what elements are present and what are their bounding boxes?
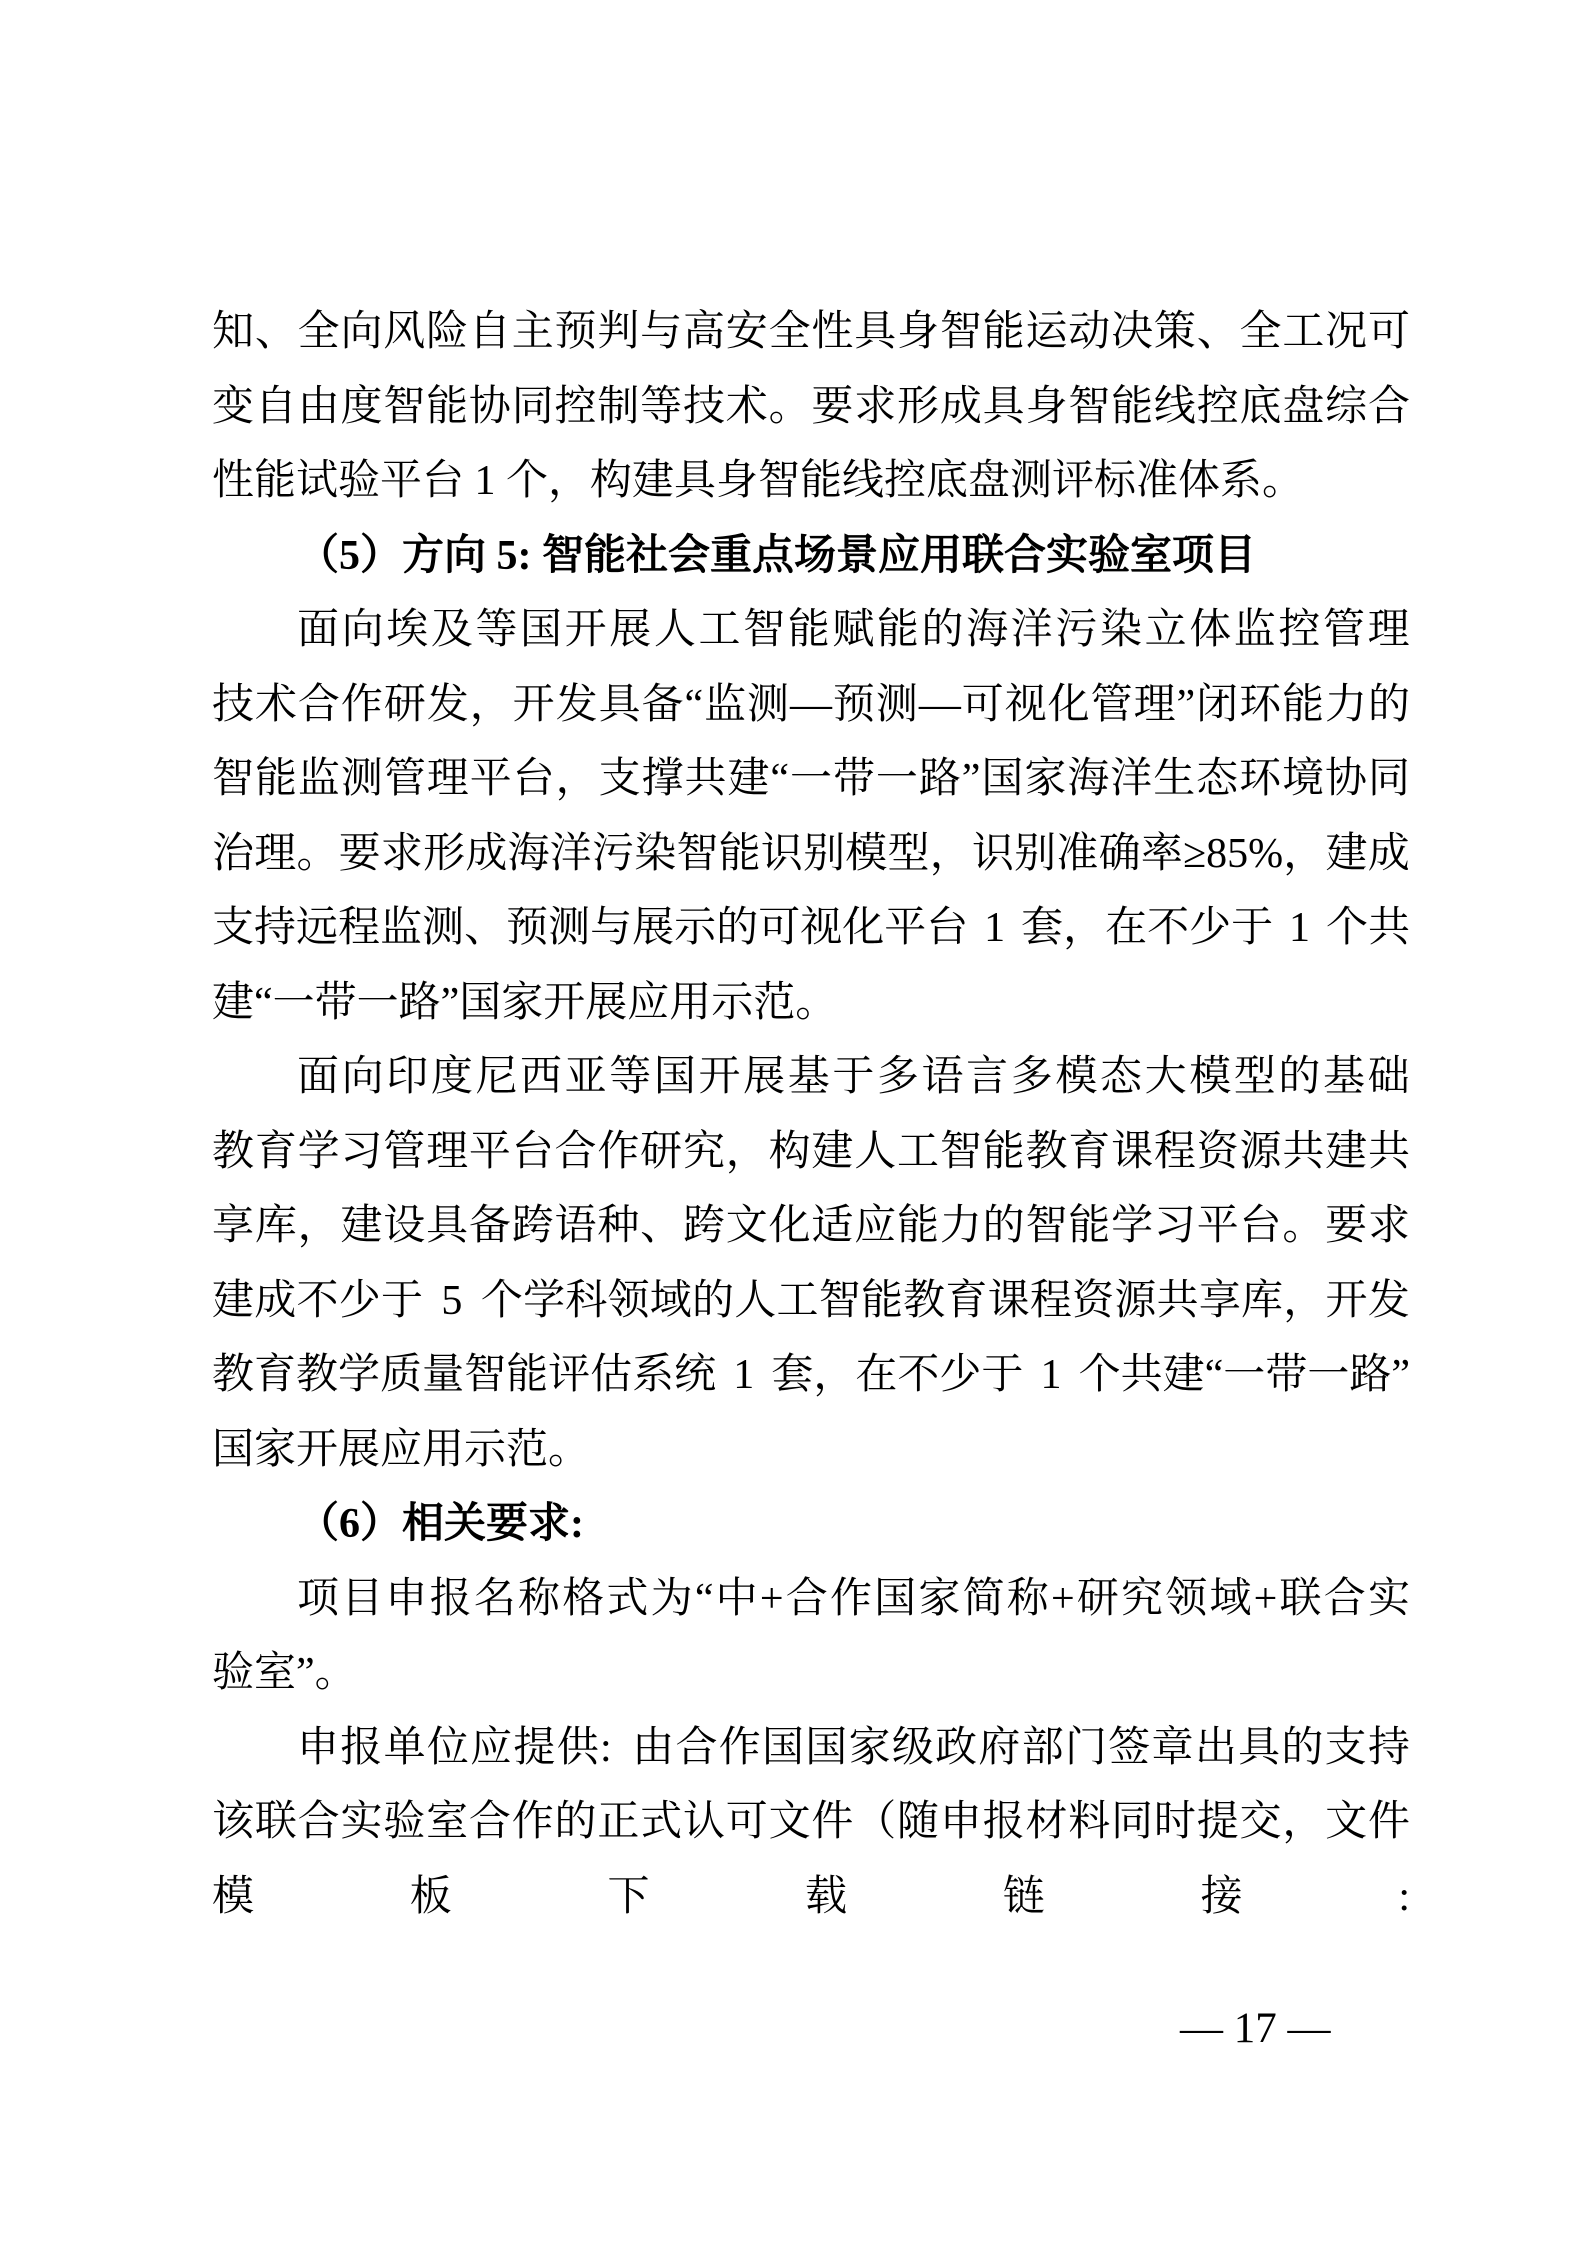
paragraph-line: 验室”。: [212, 1650, 357, 1696]
paragraph-line: 享 库 ， 建 设 具 备 跨 语 种 、 跨 文 化 适 应 能 力 的 智 能 学 习 平 台 。 要 求: [212, 1203, 1410, 1249]
paragraph-line: 知 、 全 向 风 险 自 主 预 判 与 高 安 全 性 具 身 智 能 运 动 决 策 、 全 工 况 可: [212, 309, 1410, 355]
page-number: — 17 —: [1180, 2005, 1331, 2052]
paragraph-line: 教 育 教 学 质 量 智 能 评 估 系 统 1 套 ， 在 不 少 于 1 个 共 建 “ 一 带 一 路 ”: [212, 1352, 1411, 1398]
paragraph-line: 面 向 埃 及 等 国 开 展 人 工 智 能 赋 能 的 海 洋 污 染 立 体 监 控 管 理: [297, 607, 1410, 653]
paragraph-line: 支 持 远 程 监 测 、 预 测 与 展 示 的 可 视 化 平 台 1 套 ， 在 不 少 于 1 个 共: [212, 905, 1410, 951]
paragraph-line: 治 理 。 要 求 形 成 海 洋 污 染 智 能 识 别 模 型 ， 识 别 准 确 率 ≥85% ， 建 成: [212, 830, 1410, 877]
paragraph-line: 智 能 监 测 管 理 平 台 ， 支 撑 共 建 “ 一 带 一 路 ” 国 家 海 洋 生 态 环 境 协 同: [212, 756, 1410, 802]
paragraph-line: 建“一带一路”国家开展应用示范。: [212, 979, 838, 1026]
paragraph-line: 该 联 合 实 验 室 合 作 的 正 式 认 可 文 件 （ 随 申 报 材 料 同 时 提 交 ， 文 件: [212, 1799, 1410, 1845]
section-heading-line: （6）相关要求:: [297, 1501, 584, 1547]
document-text-block: [212, 295, 1410, 1934]
paragraph-line: 技 术 合 作 研 发 ， 开 发 具 备 “ 监 测 — 预 测 — 可 视 化 管 理 ” 闭 环 能 力 的: [212, 681, 1410, 728]
paragraph-line: 项 目 申 报 名 称 格 式 为 “ 中 + 合 作 国 家 简 称 + 研 究 领 域 + 联 合 实: [297, 1575, 1410, 1622]
paragraph-line: 申 报 单 位 应 提 供 : 由 合 作 国 国 家 级 政 府 部 门 签 章 出 具 的 支 持: [297, 1724, 1410, 1771]
paragraph-line: 变 自 由 度 智 能 协 同 控 制 等 技 术 。 要 求 形 成 具 身 智 能 线 控 底 盘 综 合: [212, 383, 1410, 430]
paragraph-line: 教 育 学 习 管 理 平 台 合 作 研 究 ， 构 建 人 工 智 能 教 育 课 程 资 源 共 建 共: [212, 1128, 1410, 1175]
paragraph-line: 国家开展应用示范。: [212, 1426, 591, 1473]
section-heading-line: （5）方向 5: 智能社会重点场景应用联合实验室项目: [297, 532, 1256, 579]
paragraph-line: 建 成 不 少 于 5 个 学 科 领 域 的 人 工 智 能 教 育 课 程 资 源 共 享 库 ， 开 发: [212, 1277, 1410, 1324]
paragraph-line: 面 向 印 度 尼 西 亚 等 国 开 展 基 于 多 语 言 多 模 态 大 模 型 的 基 础: [297, 1054, 1410, 1100]
paragraph-line: 模 板 下 载 链 接 :: [212, 1873, 1410, 1920]
paragraph-line: 性能试验平台 1 个，构建具身智能线控底盘测评标准体系。: [212, 458, 1305, 504]
